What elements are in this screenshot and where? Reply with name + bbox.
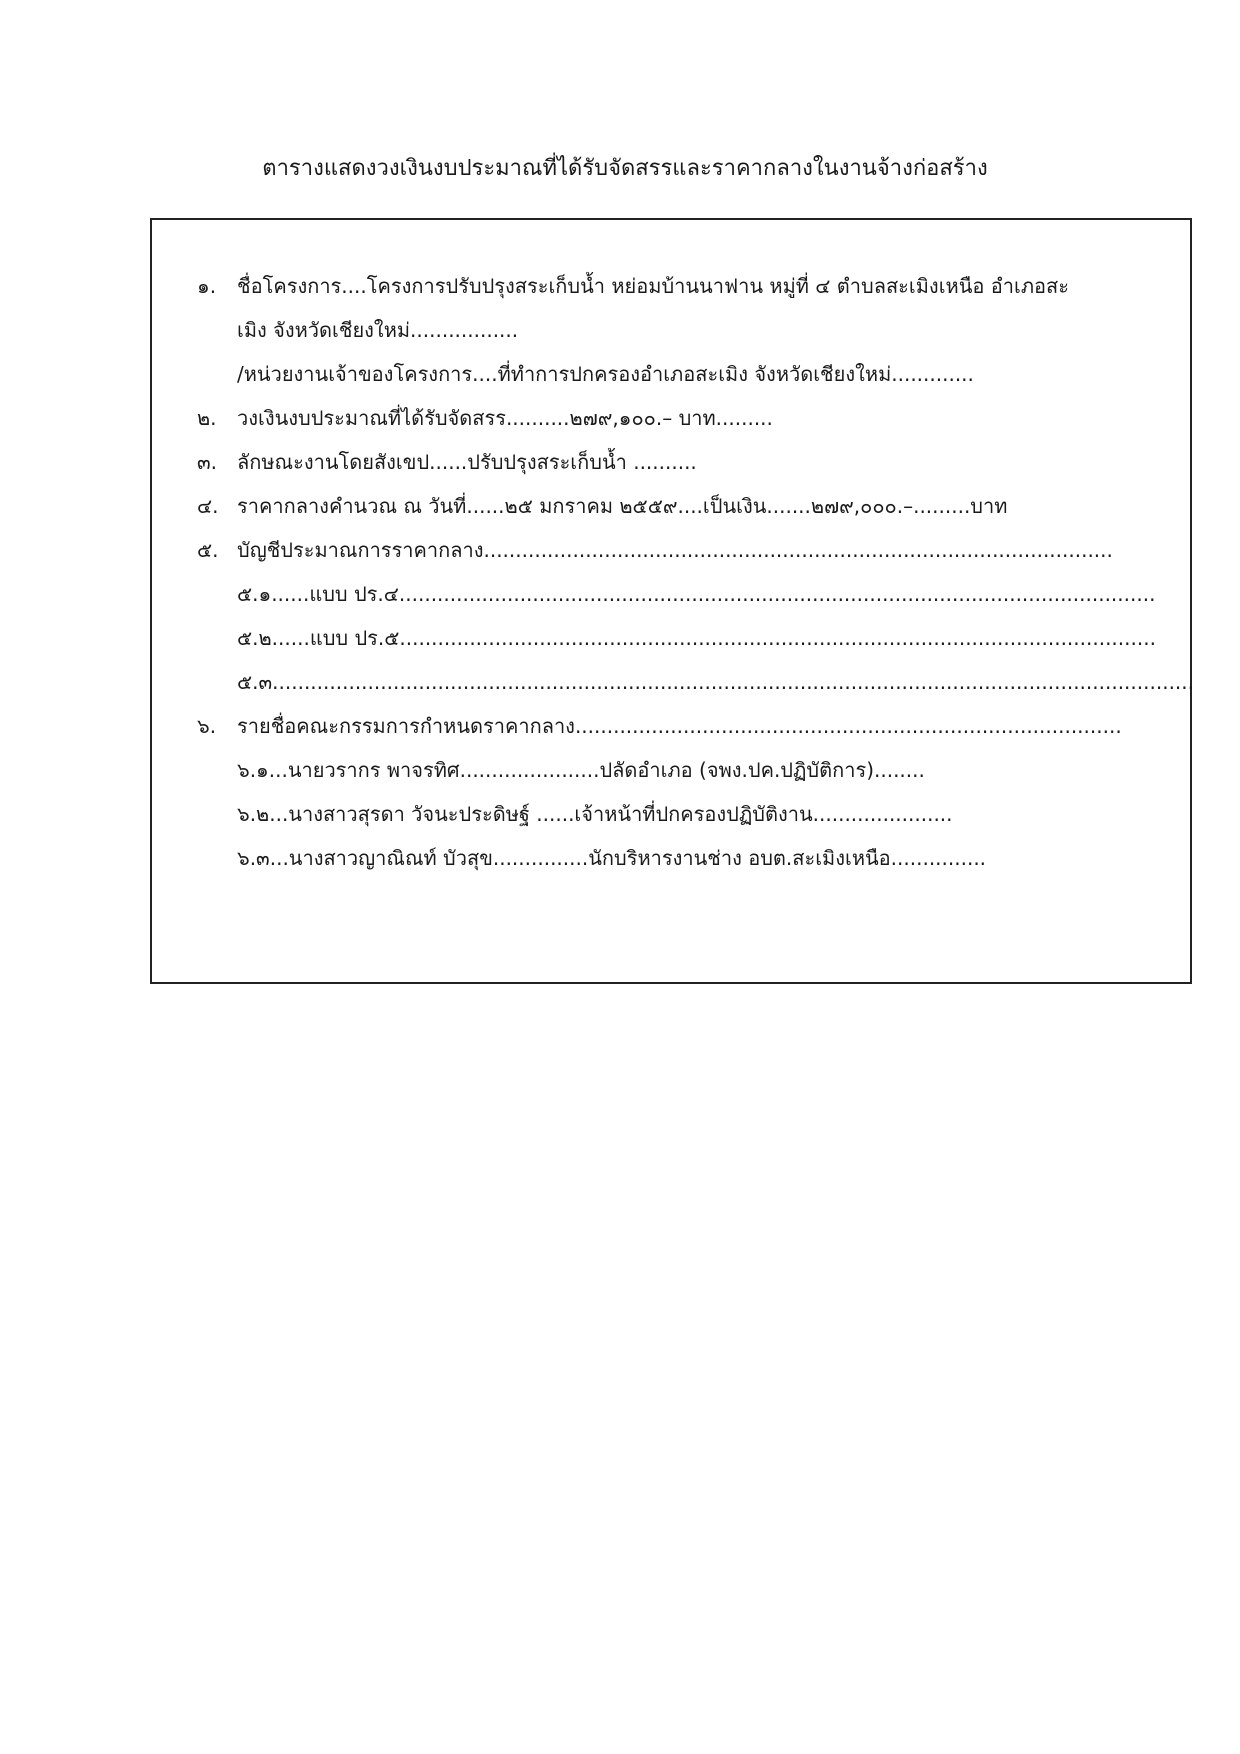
item-3-number: ๓. (197, 450, 218, 474)
item-5 (197, 536, 1113, 564)
item-3 (197, 448, 697, 476)
item-4-text: ราคากลางคำนวณ ณ วันที่......๒๕ มกราคม ๒๕๕๙....เป็นเงิน.......๒๗๙,๐๐๐.–.........บาท (237, 494, 1008, 518)
item-3-text: ลักษณะงานโดยสังเขป......ปรับปรุงสระเก็บน้ำ .......... (237, 450, 697, 474)
item-5-1: ๕.๑......แบบ ปร.๔....................................................................................................................... (237, 582, 1156, 606)
item-6-1: ๖.๑...นายวรากร พาจรทิศ......................ปลัดอำเภอ (จพง.ปค.ปฏิบัติการ)........ (237, 758, 925, 782)
item-5-3: ๕.๓................................................................................................................................................. (237, 670, 1194, 694)
item-1-continuation: เมิง จังหวัดเชียงใหม่................. (237, 318, 519, 342)
item-6-number: ๖. (197, 714, 217, 738)
item-1-text: ชื่อโครงการ....โครงการปรับปรุงสระเก็บน้ำ หย่อมบ้านนาฟาน หมู่ที่ ๔ ตำบลสะเมิงเหนือ อำเภอสะ (237, 274, 1069, 298)
item-6-2: ๖.๒...นางสาวสุรดา วัจนะประดิษฐ์ ......เจ้าหน้าที่ปกครองปฏิบัติงาน...................... (237, 802, 953, 826)
item-5-text: บัญชีประมาณการราคากลาง................................................................................................... (237, 538, 1113, 562)
item-5-number: ๕. (197, 538, 219, 562)
item-6-3: ๖.๓...นางสาวญาณิณท์ บัวสุข...............นักบริหารงานช่าง อบต.สะเมิงเหนือ............... (237, 846, 987, 870)
item-2-number: ๒. (197, 406, 217, 430)
item-1 (197, 272, 1069, 300)
item-5-2: ๕.๒......แบบ ปร.๕....................................................................................................................... (237, 626, 1156, 650)
document-title: ตารางแสดงวงเงินงบประมาณที่ได้รับจัดสรรและราคากลางในงานจ้างก่อสร้าง (262, 156, 988, 181)
item-1-owner-agency: /หน่วยงานเจ้าของโครงการ....ที่ทำการปกครองอำเภอสะเมิง จังหวัดเชียงใหม่............. (237, 362, 974, 386)
item-1-number: ๑. (197, 274, 217, 298)
item-6-text: รายชื่อคณะกรรมการกำหนดราคากลาง...................................................................................... (237, 714, 1122, 738)
item-2-text: วงเงินงบประมาณที่ได้รับจัดสรร..........๒๗๙,๑๐๐.– บาท......... (237, 406, 773, 430)
item-2 (197, 404, 773, 432)
item-4 (197, 492, 1007, 520)
item-4-number: ๔. (197, 494, 219, 518)
item-6 (197, 712, 1122, 740)
